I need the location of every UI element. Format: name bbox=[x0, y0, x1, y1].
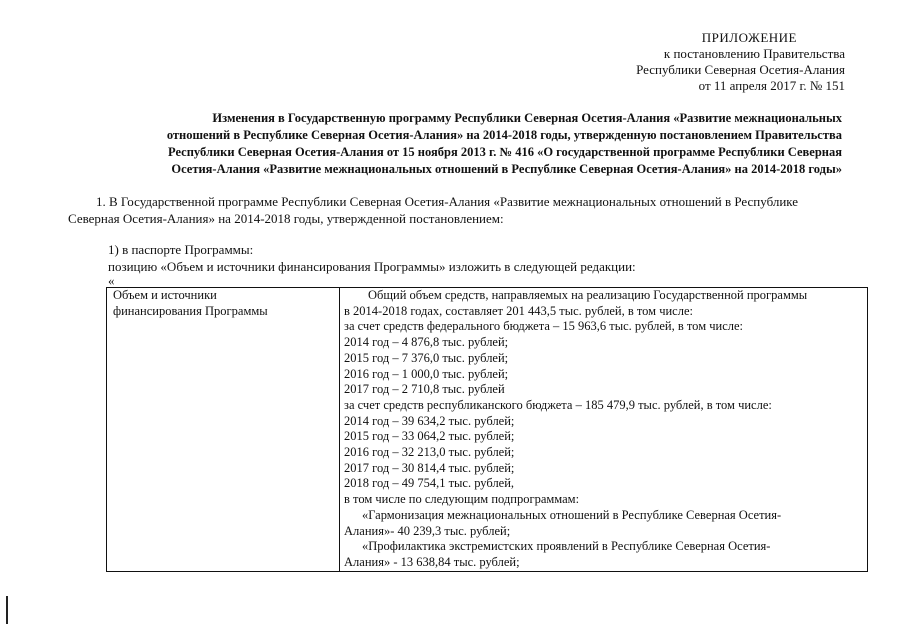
federal-year-line: 2016 год – 1 000,0 тыс. рублей; bbox=[344, 366, 509, 381]
subprograms-intro-line: в том числе по следующим подпрограммам: bbox=[344, 492, 580, 507]
federal-year-line: 2017 год – 2 710,8 тыс. рублей bbox=[344, 382, 505, 397]
appendix-header bbox=[636, 30, 845, 94]
paragraph-1-line-1: 1. В Государственной программе Республики Северная Осетия-Алания «Развитие межнациональных отношений в Республике bbox=[96, 194, 799, 209]
appendix-line-1: к постановлению Правительства bbox=[663, 46, 845, 61]
subprogram-1-line-1: «Гармонизация межнациональных отношений в Республике Северная Осетия- bbox=[362, 507, 782, 522]
federal-budget-line: за счет средств федерального бюджета – 15 963,6 тыс. рублей, в том числе: bbox=[344, 319, 744, 334]
table-cell-content bbox=[340, 288, 868, 572]
appendix-line-2: Республики Северная Осетия-Алания bbox=[636, 62, 845, 77]
finance-table bbox=[106, 287, 868, 572]
paragraph-1-line-2: Северная Осетия-Алания» на 2014-2018 годы, утвержденной постановлением: bbox=[68, 211, 504, 226]
republic-year-line: 2016 год – 32 213,0 тыс. рублей; bbox=[344, 445, 515, 460]
federal-year-line: 2015 год – 7 376,0 тыс. рублей; bbox=[344, 350, 509, 365]
subitem-1: 1) в паспорте Программы: bbox=[108, 242, 254, 257]
subprogram-2-line-2: Алания» - 13 638,84 тыс. рублей; bbox=[344, 554, 520, 569]
republic-year-line: 2014 год – 39 634,2 тыс. рублей; bbox=[344, 413, 515, 428]
opening-quote: « bbox=[108, 273, 115, 288]
republic-year-line: 2018 год – 49 754,1 тыс. рублей, bbox=[344, 476, 515, 491]
paragraph-1 bbox=[68, 193, 878, 227]
total-intro-line-1: Общий объем средств, направляемых на реализацию Государственной программы bbox=[368, 288, 808, 302]
scan-edge-mark bbox=[6, 596, 8, 624]
subprogram-1-line-2: Алания»- 40 239,3 тыс. рублей; bbox=[344, 523, 511, 538]
table-row bbox=[107, 288, 868, 572]
appendix-title: ПРИЛОЖЕНИЕ bbox=[701, 30, 797, 45]
title-line-2: отношений в Республике Северная Осетия-Алания» на 2014-2018 годы, утвержденную постановлением Правительства bbox=[166, 128, 842, 142]
subitem-2: позицию «Объем и источники финансирования Программы» изложить в следующей редакции: bbox=[108, 259, 636, 274]
label-line-2: финансирования Программы bbox=[113, 303, 268, 318]
republic-year-line: 2017 год – 30 814,4 тыс. рублей; bbox=[344, 460, 515, 475]
title-line-3: Республики Северная Осетия-Алания от 15 ноября 2013 г. № 416 «О государственной программе Республики Северная bbox=[168, 145, 842, 159]
republic-budget-line: за счет средств республиканского бюджета – 185 479,9 тыс. рублей, в том числе: bbox=[344, 397, 772, 412]
title-line-4: Осетия-Алания «Развитие межнациональных отношений в Республике Северная Осетия-Алания» на 2014-2018 годы» bbox=[171, 162, 842, 176]
label-line-1: Объем и источники bbox=[113, 288, 217, 302]
subprogram-2-line-1: «Профилактика экстремистских проявлений в Республике Северная Осетия- bbox=[362, 539, 771, 554]
title-line-1: Изменения в Государственную программу Республики Северная Осетия-Алания «Развитие межнациональных bbox=[212, 111, 842, 125]
total-intro-line-2: в 2014-2018 годах, составляет 201 443,5 тыс. рублей, в том числе: bbox=[344, 303, 693, 318]
republic-year-line: 2015 год – 33 064,2 тыс. рублей; bbox=[344, 429, 515, 444]
document-title bbox=[60, 110, 842, 178]
appendix-line-3: от 11 апреля 2017 г. № 151 bbox=[698, 78, 845, 93]
table-cell-label bbox=[107, 288, 340, 572]
federal-year-line: 2014 год – 4 876,8 тыс. рублей; bbox=[344, 335, 509, 350]
